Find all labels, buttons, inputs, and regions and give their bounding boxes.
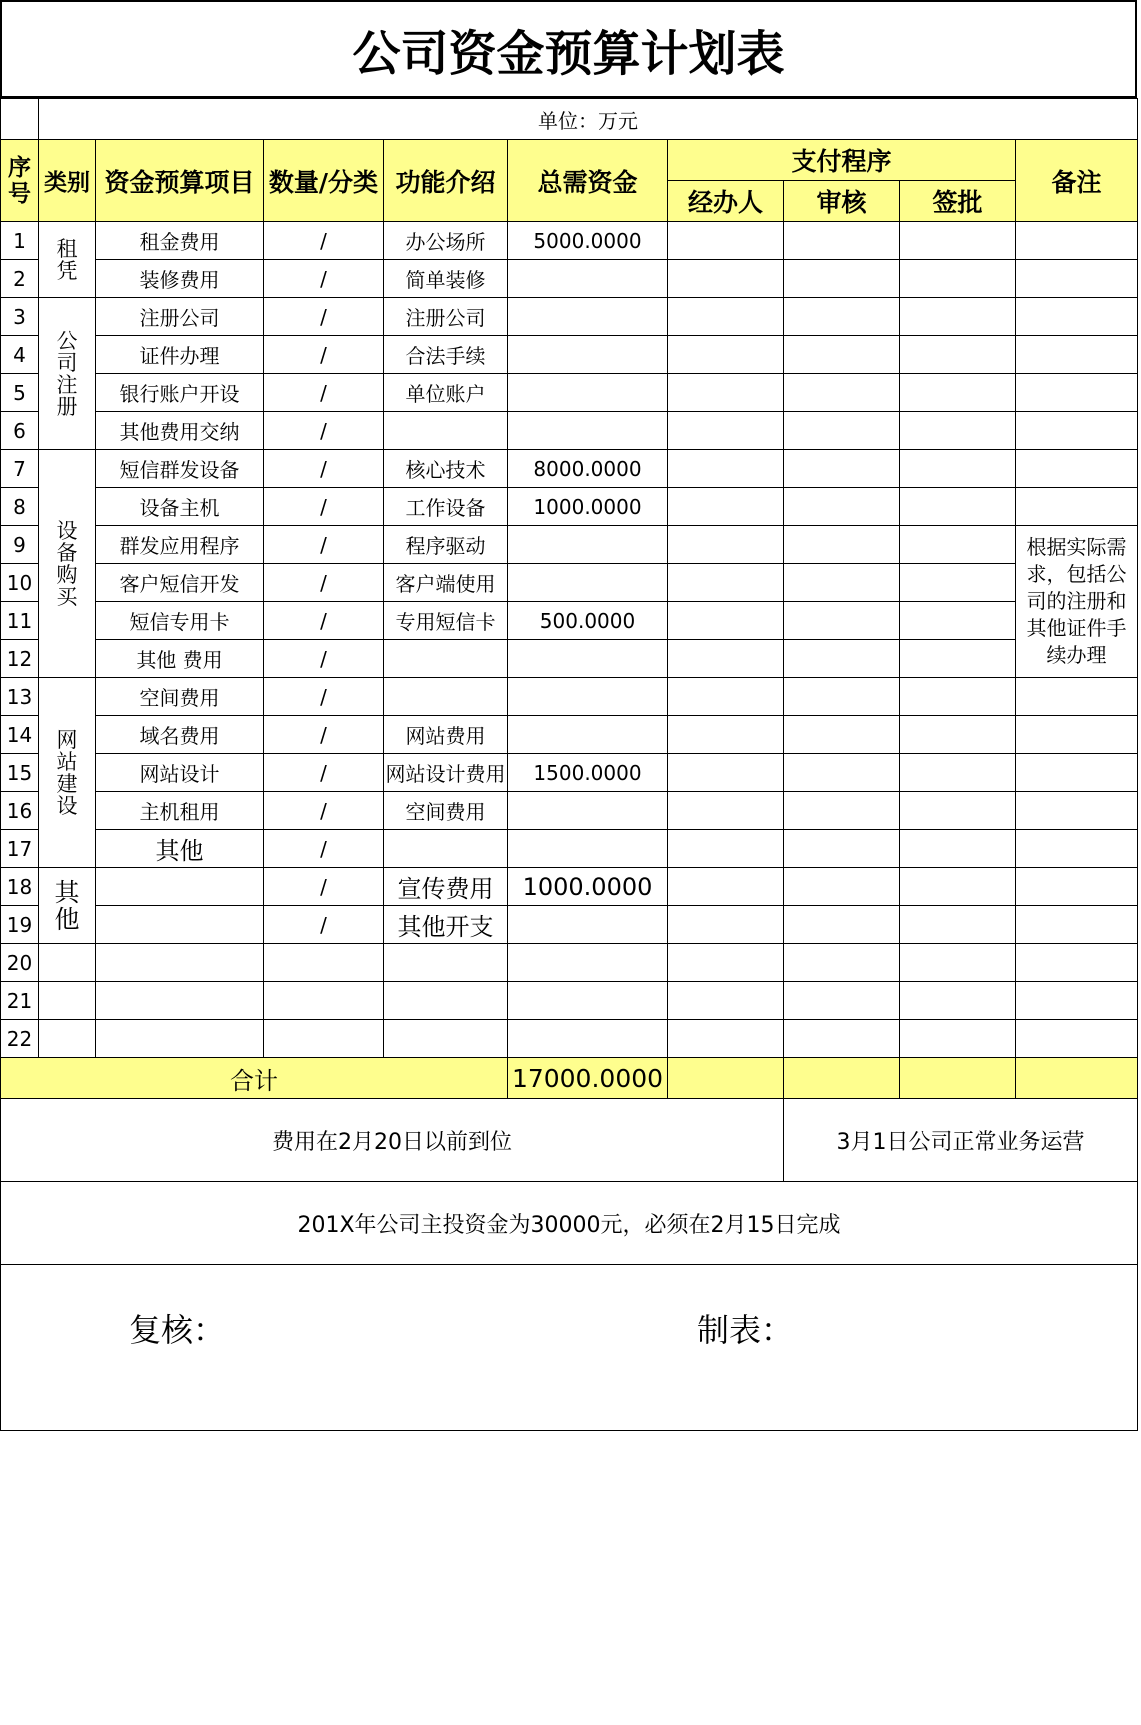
row-remark	[1016, 1020, 1138, 1058]
row-func: 合法手续	[384, 336, 508, 374]
row-review	[784, 412, 900, 450]
row-item: 主机租用	[96, 792, 264, 830]
row-approve	[900, 906, 1016, 944]
row-total	[508, 678, 668, 716]
row-remark	[1016, 374, 1138, 412]
row-seq: 3	[1, 298, 39, 336]
row-handler	[668, 754, 784, 792]
header-qty: 数量/分类	[264, 140, 384, 222]
row-total: 1000.0000	[508, 868, 668, 906]
table-row	[1, 754, 1138, 792]
row-approve	[900, 716, 1016, 754]
row-remark	[1016, 906, 1138, 944]
header-item: 资金预算项目	[96, 140, 264, 222]
footer-deadline: 费用在2月20日以前到位	[1, 1099, 784, 1182]
row-remark	[1016, 754, 1138, 792]
total-handler-cell	[668, 1058, 784, 1099]
row-func: 宣传费用	[384, 868, 508, 906]
row-total	[508, 982, 668, 1020]
row-total: 1500.0000	[508, 754, 668, 792]
row-seq: 4	[1, 336, 39, 374]
table-row	[1, 982, 1138, 1020]
row-remark	[1016, 488, 1138, 526]
table-row	[1, 222, 1138, 260]
row-remark	[1016, 868, 1138, 906]
table-row	[1, 944, 1138, 982]
row-review	[784, 260, 900, 298]
table-row	[1, 830, 1138, 868]
row-remark	[1016, 830, 1138, 868]
row-handler	[668, 526, 784, 564]
row-review	[784, 716, 900, 754]
table-row	[1, 678, 1138, 716]
row-handler	[668, 222, 784, 260]
row-total	[508, 640, 668, 678]
row-handler	[668, 640, 784, 678]
footer-investment: 201X年公司主投资金为30000元，必须在2月15日完成	[1, 1182, 1138, 1265]
row-func	[384, 678, 508, 716]
row-qty: /	[264, 830, 384, 868]
row-item	[96, 982, 264, 1020]
category-char: 建	[56, 771, 78, 796]
row-seq: 13	[1, 678, 39, 716]
header-remark: 备注	[1016, 140, 1138, 222]
row-qty: /	[264, 336, 384, 374]
row-review	[784, 374, 900, 412]
row-review	[784, 944, 900, 982]
row-seq: 12	[1, 640, 39, 678]
header-handler: 经办人	[668, 181, 784, 222]
row-func	[384, 830, 508, 868]
unit-blank-cell	[1, 99, 39, 140]
row-qty	[264, 944, 384, 982]
row-approve	[900, 602, 1016, 640]
row-func: 程序驱动	[384, 526, 508, 564]
row-qty	[264, 982, 384, 1020]
row-total	[508, 412, 668, 450]
row-approve	[900, 298, 1016, 336]
row-seq: 6	[1, 412, 39, 450]
table-row	[1, 260, 1138, 298]
category-cell-empty	[39, 1020, 96, 1058]
table-row	[1, 1020, 1138, 1058]
row-handler	[668, 1020, 784, 1058]
row-handler	[668, 678, 784, 716]
row-approve	[900, 678, 1016, 716]
row-item: 空间费用	[96, 678, 264, 716]
row-review	[784, 602, 900, 640]
row-review	[784, 792, 900, 830]
row-item	[96, 944, 264, 982]
row-qty: /	[264, 222, 384, 260]
row-func: 办公场所	[384, 222, 508, 260]
row-func	[384, 982, 508, 1020]
row-func: 简单装修	[384, 260, 508, 298]
total-approve-cell	[900, 1058, 1016, 1099]
row-approve	[900, 944, 1016, 982]
row-review	[784, 564, 900, 602]
row-handler	[668, 982, 784, 1020]
row-func: 网站费用	[384, 716, 508, 754]
row-total: 500.0000	[508, 602, 668, 640]
footer-operation: 3月1日公司正常业务运营	[784, 1099, 1138, 1182]
row-item: 短信专用卡	[96, 602, 264, 640]
row-remark	[1016, 336, 1138, 374]
category-cell-empty	[39, 982, 96, 1020]
table-row	[1, 868, 1138, 906]
row-total	[508, 906, 668, 944]
row-item: 其他	[96, 830, 264, 868]
row-seq: 1	[1, 222, 39, 260]
row-approve	[900, 488, 1016, 526]
row-remark	[1016, 412, 1138, 450]
row-item: 域名费用	[96, 716, 264, 754]
row-review	[784, 640, 900, 678]
category-char: 购	[56, 562, 78, 587]
row-func	[384, 412, 508, 450]
row-item: 装修费用	[96, 260, 264, 298]
category-char: 他	[54, 904, 80, 934]
sheet-title: 公司资金预算计划表	[0, 0, 1137, 98]
row-item	[96, 906, 264, 944]
reviewer-label: 复核：	[129, 1311, 226, 1349]
row-approve	[900, 222, 1016, 260]
row-review	[784, 526, 900, 564]
row-total: 1000.0000	[508, 488, 668, 526]
row-qty: /	[264, 260, 384, 298]
row-review	[784, 982, 900, 1020]
row-item: 其他 费用	[96, 640, 264, 678]
row-seq: 15	[1, 754, 39, 792]
table-row	[1, 488, 1138, 526]
header-payment: 支付程序	[668, 140, 1016, 181]
unit-label: 单位：万元	[39, 99, 1138, 140]
row-func: 注册公司	[384, 298, 508, 336]
row-func: 网站设计费用	[384, 754, 508, 792]
category-char: 设	[56, 518, 78, 543]
category-char: 凭	[56, 258, 78, 283]
row-item: 网站设计	[96, 754, 264, 792]
row-handler	[668, 412, 784, 450]
row-item: 短信群发设备	[96, 450, 264, 488]
table-row	[1, 602, 1138, 640]
row-func: 专用短信卡	[384, 602, 508, 640]
row-approve	[900, 982, 1016, 1020]
total-label: 合计	[1, 1058, 508, 1099]
row-seq: 21	[1, 982, 39, 1020]
row-item: 设备主机	[96, 488, 264, 526]
row-item: 银行账户开设	[96, 374, 264, 412]
header-category: 类别	[39, 140, 96, 222]
row-qty: /	[264, 564, 384, 602]
row-func: 核心技术	[384, 450, 508, 488]
row-handler	[668, 374, 784, 412]
row-approve	[900, 564, 1016, 602]
table-row	[1, 906, 1138, 944]
row-seq: 18	[1, 868, 39, 906]
row-handler	[668, 298, 784, 336]
row-func: 其他开支	[384, 906, 508, 944]
header-seq	[1, 140, 39, 222]
row-review	[784, 678, 900, 716]
header-review: 审核	[784, 181, 900, 222]
row-review	[784, 830, 900, 868]
category-cell	[39, 678, 96, 868]
row-remark	[1016, 678, 1138, 716]
row-func: 单位账户	[384, 374, 508, 412]
table-row	[1, 374, 1138, 412]
row-qty: /	[264, 716, 384, 754]
row-total	[508, 830, 668, 868]
signature-area	[1, 1265, 1138, 1431]
row-qty: /	[264, 298, 384, 336]
category-char: 网	[56, 727, 78, 752]
row-item: 其他费用交纳	[96, 412, 264, 450]
row-handler	[668, 716, 784, 754]
total-review-cell	[784, 1058, 900, 1099]
row-total: 5000.0000	[508, 222, 668, 260]
row-item	[96, 868, 264, 906]
row-qty: /	[264, 906, 384, 944]
table-row	[1, 526, 1138, 564]
table-row	[1, 412, 1138, 450]
category-cell-empty	[39, 944, 96, 982]
row-approve	[900, 830, 1016, 868]
row-seq: 5	[1, 374, 39, 412]
row-review	[784, 336, 900, 374]
row-qty	[264, 1020, 384, 1058]
row-qty: /	[264, 526, 384, 564]
row-item: 客户短信开发	[96, 564, 264, 602]
row-review	[784, 1020, 900, 1058]
table-row	[1, 716, 1138, 754]
row-remark	[1016, 298, 1138, 336]
category-cell	[39, 298, 96, 450]
row-approve	[900, 792, 1016, 830]
row-seq: 22	[1, 1020, 39, 1058]
row-remark	[1016, 982, 1138, 1020]
row-total: 8000.0000	[508, 450, 668, 488]
row-item	[96, 1020, 264, 1058]
row-review	[784, 298, 900, 336]
row-handler	[668, 488, 784, 526]
category-char: 备	[56, 540, 78, 565]
row-remark	[1016, 716, 1138, 754]
row-qty: /	[264, 754, 384, 792]
row-func: 工作设备	[384, 488, 508, 526]
row-item: 注册公司	[96, 298, 264, 336]
row-seq: 16	[1, 792, 39, 830]
category-char: 其	[54, 877, 80, 907]
row-seq: 17	[1, 830, 39, 868]
row-item: 群发应用程序	[96, 526, 264, 564]
row-qty: /	[264, 792, 384, 830]
header-total: 总需资金	[508, 140, 668, 222]
row-qty: /	[264, 450, 384, 488]
maker-label: 制表：	[697, 1311, 794, 1349]
row-approve	[900, 374, 1016, 412]
row-seq: 14	[1, 716, 39, 754]
header-approve: 签批	[900, 181, 1016, 222]
row-total	[508, 564, 668, 602]
budget-table	[0, 98, 1138, 1431]
table-row	[1, 450, 1138, 488]
table-row	[1, 564, 1138, 602]
row-handler	[668, 450, 784, 488]
row-approve	[900, 336, 1016, 374]
row-total	[508, 1020, 668, 1058]
row-review	[784, 450, 900, 488]
row-qty: /	[264, 868, 384, 906]
row-approve	[900, 450, 1016, 488]
row-handler	[668, 602, 784, 640]
row-func: 空间费用	[384, 792, 508, 830]
row-seq: 7	[1, 450, 39, 488]
category-cell	[39, 450, 96, 678]
row-total	[508, 336, 668, 374]
row-handler	[668, 906, 784, 944]
category-char: 册	[56, 394, 78, 419]
row-total	[508, 944, 668, 982]
row-total	[508, 792, 668, 830]
category-char: 注	[56, 372, 78, 397]
row-seq: 10	[1, 564, 39, 602]
header-seq-text: 序号	[8, 154, 31, 207]
category-cell	[39, 222, 96, 298]
table-row	[1, 336, 1138, 374]
row-approve	[900, 412, 1016, 450]
row-handler	[668, 792, 784, 830]
row-approve	[900, 754, 1016, 792]
row-func	[384, 944, 508, 982]
row-approve	[900, 640, 1016, 678]
row-remark	[1016, 944, 1138, 982]
row-handler	[668, 564, 784, 602]
row-review	[784, 906, 900, 944]
row-qty: /	[264, 488, 384, 526]
row-seq: 2	[1, 260, 39, 298]
row-func	[384, 1020, 508, 1058]
budget-rows	[1, 222, 1138, 1058]
row-review	[784, 868, 900, 906]
row-approve	[900, 526, 1016, 564]
category-char: 租	[56, 236, 78, 261]
row-approve	[900, 260, 1016, 298]
total-remark-cell	[1016, 1058, 1138, 1099]
row-total	[508, 298, 668, 336]
row-review	[784, 754, 900, 792]
row-qty: /	[264, 412, 384, 450]
table-row	[1, 298, 1138, 336]
row-total	[508, 374, 668, 412]
row-qty: /	[264, 374, 384, 412]
category-char: 买	[56, 584, 78, 609]
row-func	[384, 640, 508, 678]
category-char: 设	[56, 793, 78, 818]
row-seq: 19	[1, 906, 39, 944]
category-cell	[39, 868, 96, 944]
row-qty: /	[264, 602, 384, 640]
row-item: 租金费用	[96, 222, 264, 260]
row-remark	[1016, 222, 1138, 260]
table-row	[1, 640, 1138, 678]
row-item: 证件办理	[96, 336, 264, 374]
row-remark	[1016, 792, 1138, 830]
category-char: 公	[56, 328, 78, 353]
row-approve	[900, 1020, 1016, 1058]
total-value: 17000.0000	[508, 1058, 668, 1099]
row-total	[508, 716, 668, 754]
row-review	[784, 222, 900, 260]
header-func: 功能介绍	[384, 140, 508, 222]
row-seq: 20	[1, 944, 39, 982]
row-qty: /	[264, 678, 384, 716]
row-remark	[1016, 450, 1138, 488]
row-handler	[668, 336, 784, 374]
category-char: 站	[56, 749, 78, 774]
row-func: 客户端使用	[384, 564, 508, 602]
row-approve	[900, 868, 1016, 906]
row-total	[508, 526, 668, 564]
row-qty: /	[264, 640, 384, 678]
row-seq: 9	[1, 526, 39, 564]
category-char: 司	[56, 350, 78, 375]
row-handler	[668, 260, 784, 298]
row-seq: 8	[1, 488, 39, 526]
table-row	[1, 792, 1138, 830]
row-remark	[1016, 260, 1138, 298]
row-handler	[668, 944, 784, 982]
row-review	[784, 488, 900, 526]
row-handler	[668, 830, 784, 868]
row-seq: 11	[1, 602, 39, 640]
row-handler	[668, 868, 784, 906]
row-total	[508, 260, 668, 298]
remark-cell: 根据实际需求，包括公司的注册和其他证件手续办理	[1016, 526, 1138, 678]
